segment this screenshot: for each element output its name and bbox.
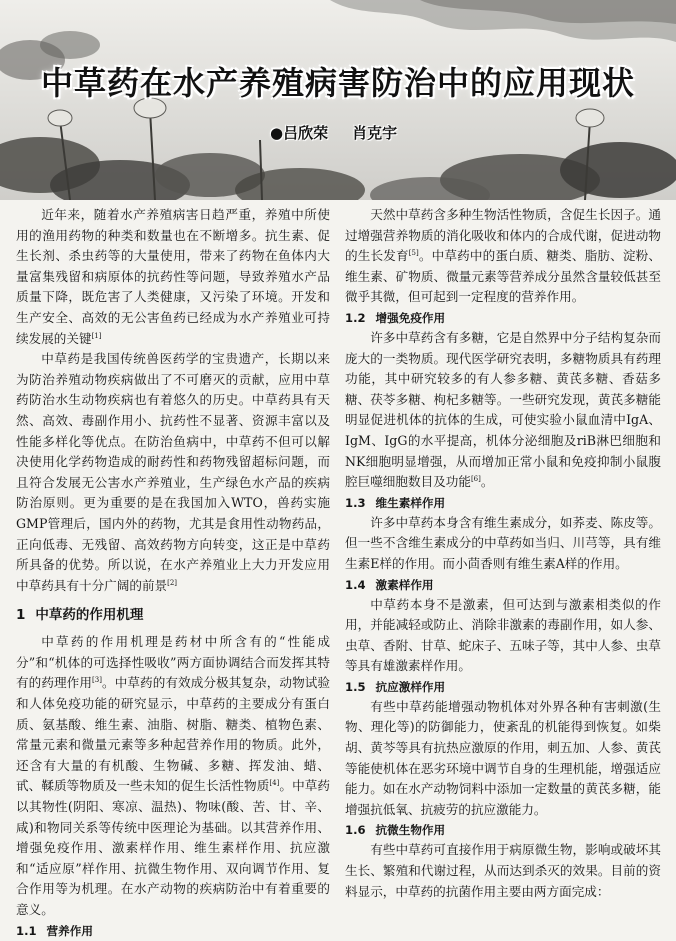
subsection-1-5-paragraph: 有些中草药能增强动物机体对外界各种有害刺激(生物、理化等)的防御能力，使紊乱的机能得到恢复。如柴胡、黄芩等具有抗热应激原的作用，刺五加、人参、黄芪等能使机体在恶劣环境中调节自身的生理机能，增强适应能力。如在水产动物饲料中添加一定数量的黄芪多糖，能增强抗低氧、抗疲劳的抗应激能力。	[345, 698, 661, 817]
author-2: 肖克宇	[352, 124, 398, 142]
subsection-1-2-paragraph: 许多中草药含有多糖，它是自然界中分子结构复杂而庞大的一类物质。现代医学研究表明，多糖物质具有药理功能，其中研究较多的有人参多糖、黄芪多糖、香菇多糖、茯苓多糖、枸杞多糖等。一些研究发现，黄芪多糖能明显促进机体的抗体的生成，可使实验小鼠血清中IgA、IgM、IgG的水平提高，机体分泌细胞及riB淋巴细胞和NK细胞明显增强，从而增加正常小鼠和免疫抑制小鼠腹腔巨噬细胞数目及功能[6]。	[345, 329, 661, 490]
author-1: ●吕欣荣	[270, 124, 329, 142]
intro-paragraph-2: 中草药是我国传统兽医药学的宝贵遗产，长期以来为防治养殖动物疾病做出了不可磨灭的贡献，应用中草药防治水生动物疾病也有着悠久的历史。中草药具有天然、高效、毒副作用小、抗药性不显著、资源丰富以及性能多样化等优点。在防治鱼病中，中草药不但可以解决使用化学药物造成的耐药性和药物残留超标问题，而且符合发展无公害水产养殖业，生产绿色水产品的疾病防治原则。更为重要的是在我国加入WTO，兽药实施GMP管理后，国内外的药物，尤其是食用性动物药品，正向低毒、无残留、高效药物方向转变，这正是中草药所具备的优势。所以说，在水产养殖业上大力开发应用中草药具有十分广阔的前景[2]	[16, 351, 330, 593]
subsection-1-2-heading: 1.2 增强免疫作用	[345, 310, 446, 325]
nutrition-paragraph: 天然中草药含多种生物活性物质，含促生长因子。通过增强营养物质的消化吸收和体内的合成代谢，促进动物的生长发育[5]。中草药中的蛋白质、糖类、脂肪、淀粉、维生素、矿物质、微量元素等营养成分虽然含量较低甚至微乎其微，但可起到一定程度的营养作用。	[345, 207, 662, 305]
header-banner	[0, 0, 676, 200]
subsection-1-4-paragraph: 中草药本身不是激素，但可达到与激素相类似的作用，并能减轻或防止、消除非激素的毒副作用，如人参、虫草、香附、甘草、蛇床子、五味子等，其中人参、虫草等具有雄激素样作用。	[345, 596, 661, 674]
article-title: 中草药在水产养殖病害防治中的应用现状	[40, 64, 635, 102]
subsection-1-1-heading: 1.1 营养作用	[16, 923, 93, 938]
subsection-1-5-heading: 1.5 抗应激样作用	[345, 679, 446, 694]
subsection-1-6-heading: 1.6 抗微生物作用	[345, 823, 446, 838]
intro-paragraph-1: 近年来，随着水产养殖病害日趋严重，养殖中所使用的渔用药物的种类和数量也在不断增多。抗生素、促生长剂、杀虫药等的大量使用，带来了药物在鱼体内大量富集残留和病原体的抗药性等问题，导致养殖水产品质量下降，既危害了人类健康，又污染了环境。开发和生产安全、高效的无公害鱼药已经成为水产养殖业可持续发展的关键[1]	[16, 207, 330, 346]
subsection-1-3-paragraph: 许多中草药本身含有维生素成分，如荞麦、陈皮等。但一些不含维生素成分的中草药如当归、川芎等，具有维生素E样的作用。而小茴香则有维生素A样的作用。	[345, 514, 661, 571]
subsection-1-4-heading: 1.4 激素样作用	[345, 577, 434, 592]
left-column	[16, 205, 330, 941]
right-column	[345, 205, 661, 902]
subsection-1-6-paragraph: 有些中草药可直接作用于病原微生物，影响或破坏其生长、繁殖和代谢过程，从而达到杀灭的效果。目前的资料显示，中草药的抗菌作用主要由两方面完成：	[345, 842, 661, 899]
section-1-paragraph: 中草药的作用机理是药材中所含有的“性能成分”和“机体的可选择性吸收”两方面协调结合而发挥其特有的药理作用[3]。中草药的有效成分极其复杂，动物试验和人体免疫功能的研究显示，中草药的主要成分有蛋白质、氨基酸、维生素、油脂、树脂、糖类、植物色素、常量元素和微量元素等多种起营养作用的物质。此外，还含有大量的有机酸、生物碱、多糖、挥发油、蜡、甙、鞣质等物质及一些未知的促生长活性物质[4]。中草药以其物性(阴阳、寒凉、温热)、物味(酸、苦、甘、辛、咸)和物同关系等传统中医理论为基础。以其营养作用、增强免疫作用、激素样作用、维生素样作用、抗应激和“适应原”样作用、抗微生物作用、双向调节作用、复合作用等为机理。在水产动物的疾病防治中有着重要的意义。	[16, 634, 331, 917]
subsection-1-3-heading: 1.3 维生素样作用	[345, 495, 446, 510]
section-1-heading: 1 中草药的作用机理	[16, 607, 144, 624]
author-line	[270, 122, 397, 143]
